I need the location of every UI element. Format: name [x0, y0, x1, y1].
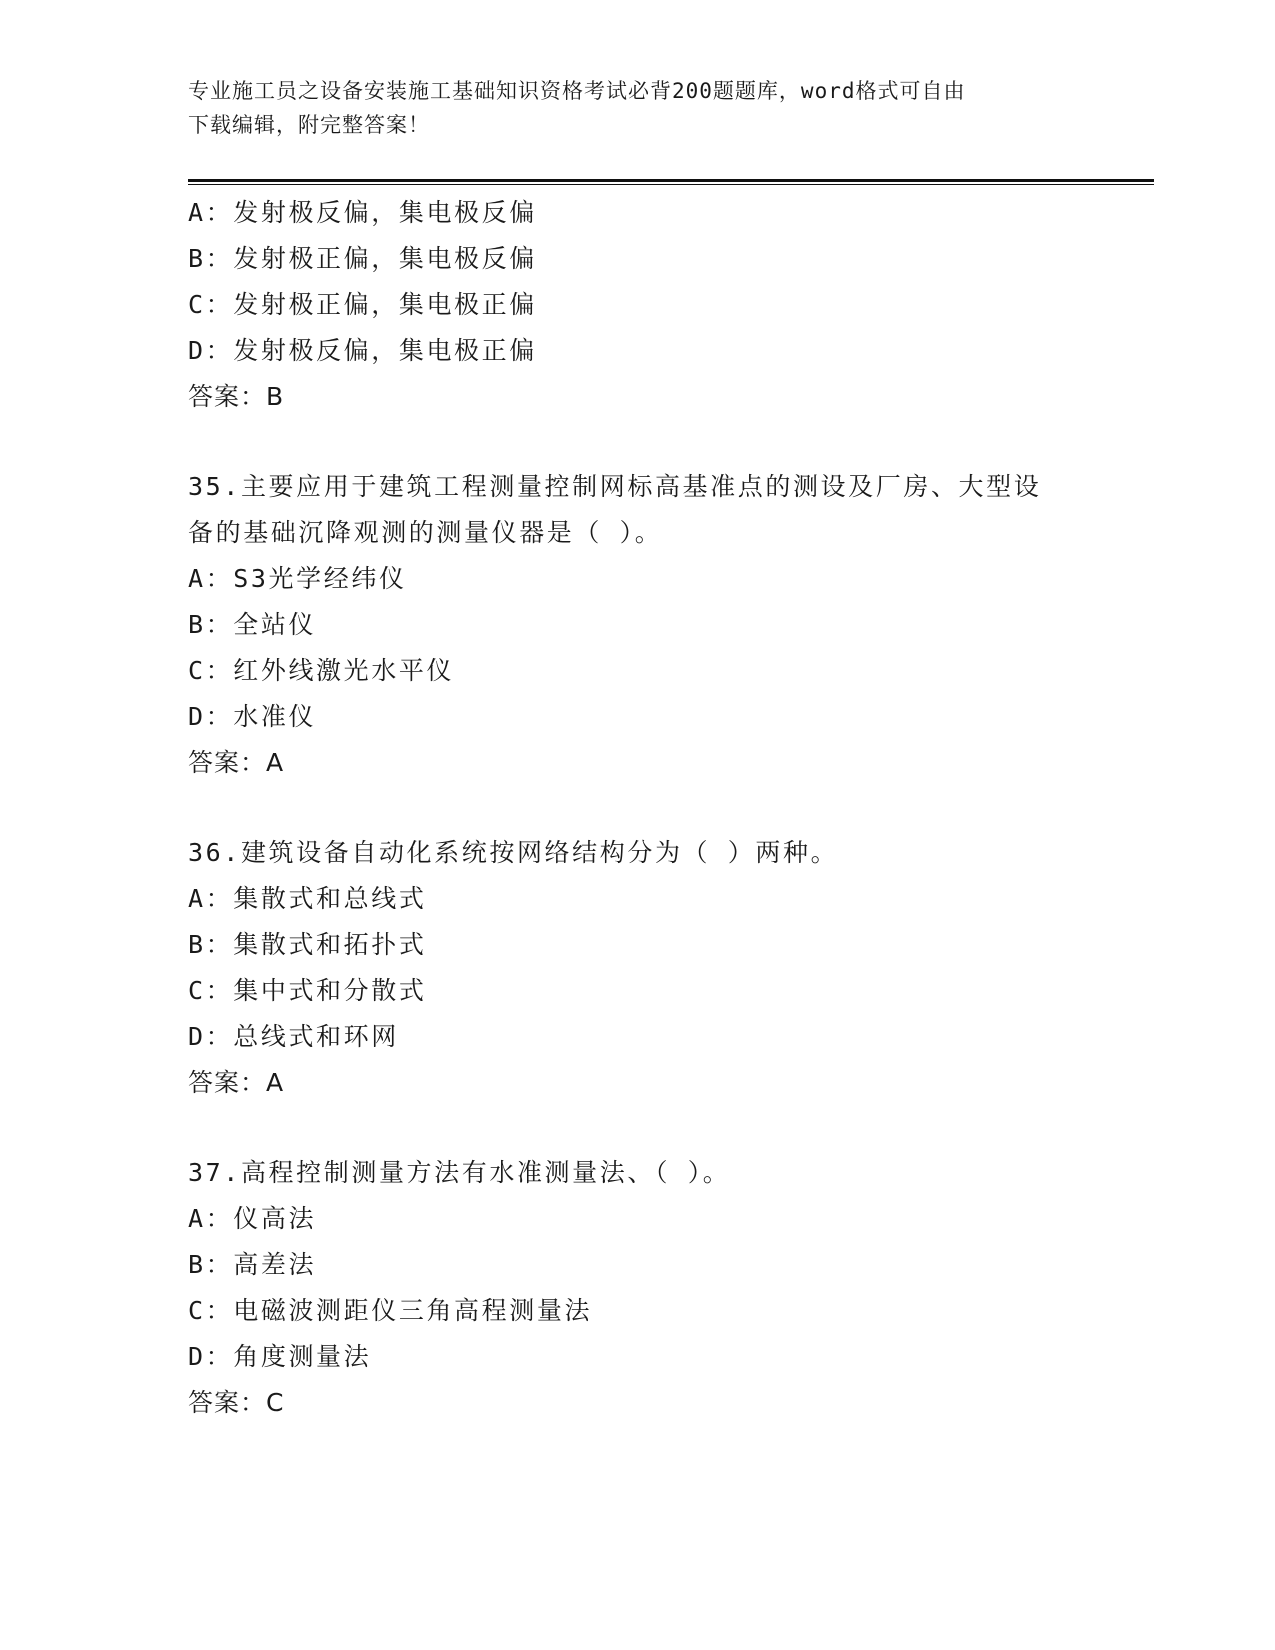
option-c: C：发射极正偏，集电极正偏	[188, 290, 537, 319]
option-d: D：角度测量法	[188, 1342, 372, 1371]
option-d: D：水准仪	[188, 702, 317, 731]
question-title: 36.建筑设备自动化系统按网络结构分为（ ）两种。	[188, 838, 839, 867]
document-header	[188, 74, 1088, 142]
header-line-1: 专业施工员之设备安装施工基础知识资格考试必背200题题库，word格式可自由	[188, 79, 966, 103]
option-c: C：电磁波测距仪三角高程测量法	[188, 1296, 593, 1325]
option-b: B：发射极正偏，集电极反偏	[188, 244, 537, 273]
question-36	[188, 830, 1088, 1106]
option-a: A：S3光学经纬仪	[188, 564, 407, 593]
option-d: D：总线式和环网	[188, 1022, 399, 1051]
answer-line: 答案：C	[188, 1388, 285, 1417]
option-b: B：全站仪	[188, 610, 317, 639]
answer-line: 答案：B	[188, 382, 285, 411]
header-divider-thin	[188, 184, 1154, 185]
header-divider-thick	[188, 179, 1154, 182]
option-a: A：仪高法	[188, 1204, 317, 1233]
question-title-line-1: 35.主要应用于建筑工程测量控制网标高基准点的测设及厂房、大型设	[188, 472, 1042, 501]
option-c: C：集中式和分散式	[188, 976, 427, 1005]
answer-line: 答案：A	[188, 1068, 285, 1097]
question-35	[188, 464, 1088, 786]
header-line-2: 下载编辑，附完整答案！	[188, 113, 430, 137]
option-a: A：集散式和总线式	[188, 884, 427, 913]
option-c: C：红外线激光水平仪	[188, 656, 455, 685]
question-title-line-2: 备的基础沉降观测的测量仪器是（ ）。	[188, 518, 663, 547]
question-37	[188, 1150, 1088, 1426]
option-d: D：发射极反偏，集电极正偏	[188, 336, 537, 365]
answer-line: 答案：A	[188, 748, 285, 777]
option-a: A：发射极反偏，集电极反偏	[188, 198, 537, 227]
question-list	[188, 190, 1088, 1426]
previous-question-block	[188, 190, 1088, 420]
option-b: B：集散式和拓扑式	[188, 930, 427, 959]
option-b: B：高差法	[188, 1250, 317, 1279]
question-title: 37.高程控制测量方法有水准测量法、（ ）。	[188, 1158, 731, 1187]
